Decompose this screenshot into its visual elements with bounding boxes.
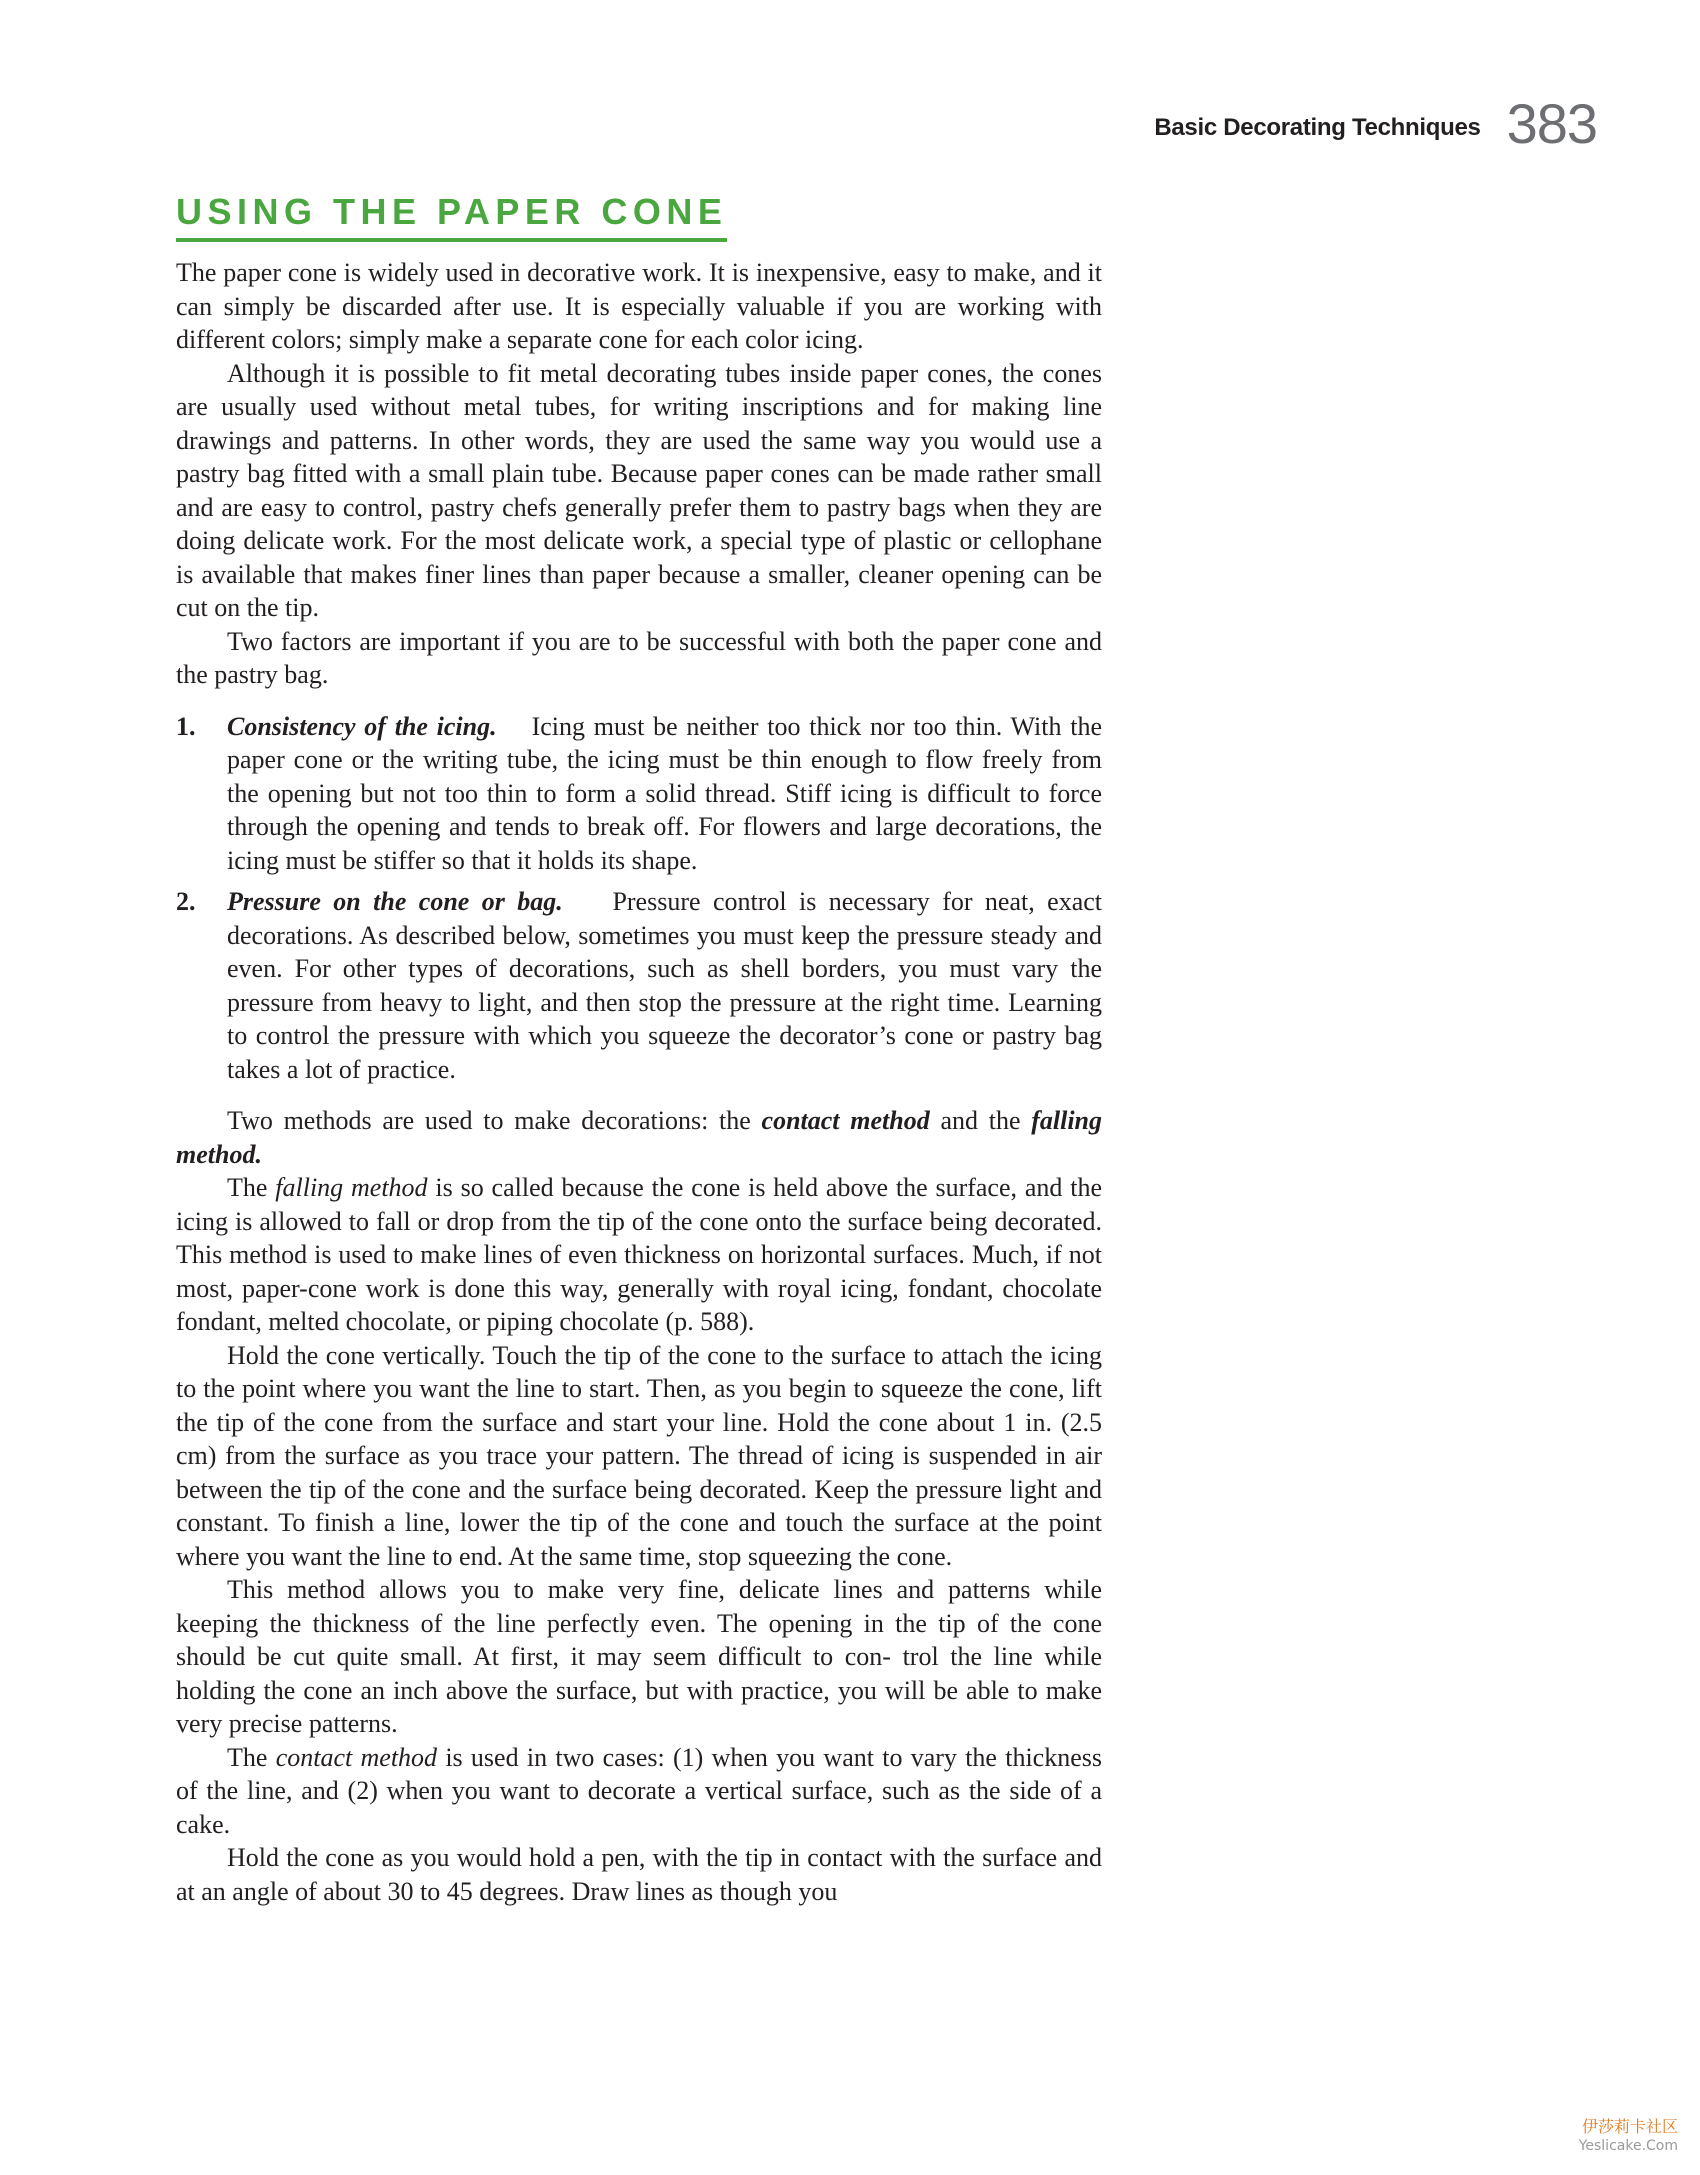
- page-number: 383: [1506, 92, 1597, 155]
- main-column: [176, 190, 1102, 1908]
- text-run: The: [227, 1173, 276, 1202]
- paragraph-hold-like-pen: Hold the cone as you would hold a pen, with the tip in contact with the surface and at an angle of about 30 to 45 degrees. Draw lines as though you: [176, 1843, 1102, 1906]
- watermark-site: Yeslicake.Com: [1578, 2138, 1678, 2154]
- paragraph-two-factors: Two factors are important if you are to be successful with both the paper cone and the pastry bag.: [176, 626, 1102, 689]
- section-heading: USING THE PAPER CONE: [176, 190, 727, 242]
- body-text: [176, 256, 1102, 1908]
- list-item-term: Pressure on the cone or bag.: [227, 887, 563, 916]
- running-head: [1154, 92, 1597, 155]
- text-run: Two methods are used to make decorations: the: [227, 1106, 762, 1135]
- running-title: Basic Decorating Techniques: [1154, 114, 1481, 141]
- paragraph-intro: The paper cone is widely used in decorative work. It is inexpensive, easy to make, and it can simply be discarded after use. It is especially valuable if you are working with different colors; simply make a separate cone for each color icing.: [176, 258, 1102, 354]
- text-run: is so called because the cone is held above the surface, and the icing is allowed to fall or drop from the tip of the cone onto the surface being decorated. This method is used to make lines of even thickness on horizontal surfaces. Much, if not most, paper-cone work is done this way, generally with royal icing, fondant, chocolate fondant, melted chocolate, or piping chocolate (p. 588).: [176, 1173, 1103, 1336]
- list-item-pressure: [176, 885, 1102, 1086]
- list-item-number: 1.: [176, 711, 196, 741]
- paragraph-hold-vertically: Hold the cone vertically. Touch the tip of the cone to the surface to attach the icing to the point where you want the line to start. Then, as you begin to squeeze the cone, lift the tip of the cone from the surface and start your line. Hold the cone about 1 in. (2.5 cm) from the surface as you trace your pattern. The thread of icing is suspended in air between the tip of the cone and the surface being decorated. Keep the pressure light and constant. To finish a line, lower the tip of the cone and touch the surface at the point where you want the line to end. At the same time, stop squeezing the cone.: [176, 1340, 1102, 1571]
- list-item-term: Consistency of the icing.: [227, 711, 497, 741]
- term-falling-method-italic: falling method: [275, 1173, 428, 1202]
- paragraph-two-methods: [176, 1104, 1102, 1171]
- watermark-chinese: 伊莎莉卡社区: [1581, 2117, 1678, 2136]
- list-item-text: Pressure control is necessary for neat, exact decorations. As described below, sometimes you must keep the pressure steady and even. For other types of decorations, such as shell borders, you must vary the pressure from heavy to light, and then stop the pressure at the right time. Learning to control the pressure with which you squeeze the decorator’s cone or pastry bag takes a lot of practice.: [227, 887, 1102, 1084]
- list-item-text: Icing must be neither too thick nor too thin. With the paper cone or the writing tube, the icing must be thin enough to flow freely from the opening but not too thin to form a solid thread. Stiff icing is difficult to force through the opening and tends to break off. For flowers and large decorations, the icing must be stiffer so that it holds its shape.: [227, 711, 1102, 875]
- paragraph-falling-method: [176, 1171, 1102, 1339]
- text-run: and the: [929, 1106, 1032, 1135]
- paragraph-fine-lines: This method allows you to make very fine, delicate lines and patterns while keeping the thickness of the line perfectly even. The opening in the tip of the cone should be cut quite small. At first, it may seem difficult to con- trol the line while holding the cone an inch above the surface, but with practice, you will be able to make very precise patterns.: [176, 1575, 1102, 1738]
- list-item-consistency: [176, 710, 1102, 878]
- factors-list: [176, 710, 1102, 1087]
- term-falling-method: falling method.: [176, 1106, 1103, 1169]
- text-run: The: [227, 1742, 276, 1772]
- term-contact-method: contact method: [761, 1106, 930, 1135]
- term-contact-method-italic: contact method: [275, 1742, 438, 1772]
- watermark: [1579, 2117, 1678, 2155]
- paragraph-tubes: Although it is possible to fit metal decorating tubes inside paper cones, the cones are usually used without metal tubes, for writing inscriptions and for making line drawings and patterns. In other words, they are used the same way you would use a pastry bag fitted with a small plain tube. Because paper cones can be made rather small and are easy to control, pastry chefs generally prefer them to pastry bags when they are doing delicate work. For the most delicate work, a special type of plastic or cellophane is available that makes finer lines than paper because a smaller, cleaner opening can be cut on the tip.: [176, 358, 1102, 622]
- list-item-number: 2.: [176, 887, 196, 916]
- paragraph-contact-method: [176, 1741, 1102, 1842]
- text-run: is used in two cases: (1) when you want to vary the thickness of the line, and (2) when you want to decorate a vertical surface, such as the side of a cake.: [176, 1742, 1102, 1839]
